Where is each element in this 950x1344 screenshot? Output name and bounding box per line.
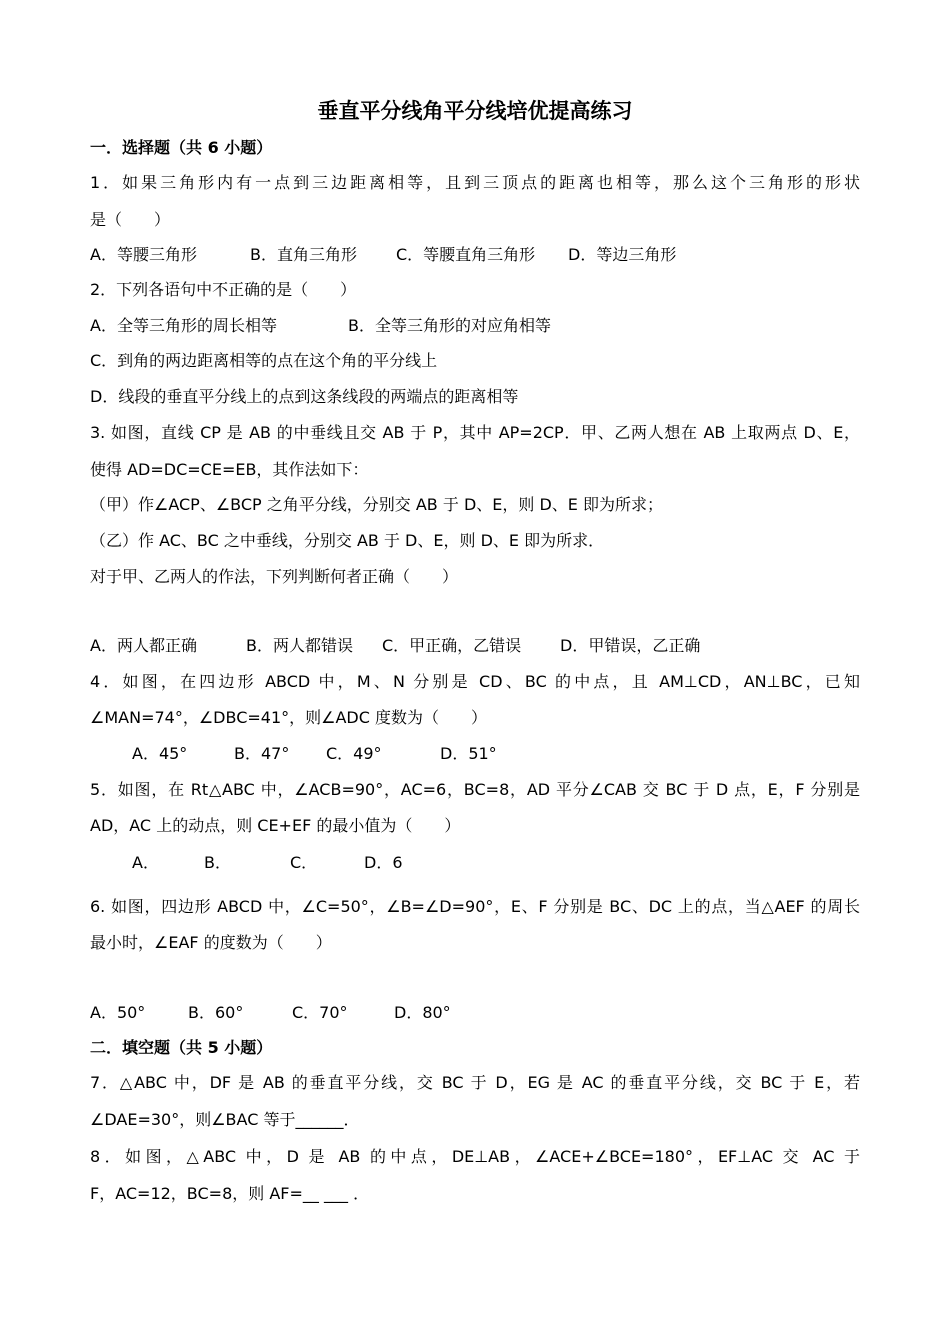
q3-option-b: B．两人都错误 [246,636,353,655]
q1-option-d: D．等边三角形 [568,245,677,264]
question-3-stem-line5: 对于甲、乙两人的作法，下列判断何者正确（ ） [90,567,459,586]
q3-option-c: C．甲正确，乙错误 [382,636,522,655]
q2-option-c: C．到角的两边距离相等的点在这个角的平分线上 [90,351,438,370]
question-6-stem-line1: 6. 如图，四边形 ABCD 中，∠C=50°，∠B=∠D=90°，E、F 分别是 BC、DC 上的点，当△AEF 的周长 [90,897,860,916]
question-2-options-ab [90,314,790,338]
q1-option-a: A．等腰三角形 [90,245,197,264]
q6-option-a: A．50° [90,1003,146,1022]
question-4-stem-line1: 4．如图，在四边形 ABCD 中，M、N 分别是 CD、BC 的中点，且 AM⊥CD，AN⊥BC，已知 [90,672,860,691]
question-8-stem-line2: F，AC=12，BC=8，则 AF=__ ___ ． [90,1184,370,1203]
q2-option-a: A．全等三角形的周长相等 [90,316,277,335]
q6-option-c: C．70° [292,1003,348,1022]
q4-option-b: B．47° [234,744,290,763]
q4-option-d: D．51° [440,744,497,763]
q3-option-d: D．甲错误，乙正确 [560,636,701,655]
question-5-stem-line2: AD，AC 上的动点，则 CE+EF 的最小值为（ ） [90,816,461,835]
q5-option-d: D．6 [364,853,403,872]
q5-option-b: B． [204,853,231,872]
question-4-options [132,742,632,766]
page-title: 垂直平分线角平分线培优提高练习 [317,99,633,123]
q1-option-c: C．等腰直角三角形 [396,245,536,264]
question-3-stem-line1: 3. 如图，直线 CP 是 AB 的中垂线且交 AB 于 P，其中 AP=2CP．甲、乙两人想在 AB 上取两点 D、E， [90,423,860,442]
question-3-stem-line4: （乙）作 AC、BC 之中垂线，分别交 AB 于 D、E，则 D、E 即为所求． [90,531,605,550]
question-6-stem-line2: 最小时，∠EAF 的度数为（ ） [90,933,332,952]
question-3-options [90,634,790,658]
question-8-stem-line1: 8．如图，△ABC 中，D 是 AB 的中点，DE⊥AB，∠ACE+∠BCE=180°，EF⊥AC 交 AC 于 [90,1147,860,1166]
q4-option-c: C．49° [326,744,382,763]
question-6-options [90,1001,590,1025]
question-5-stem-line1: 5．如图，在 Rt△ABC 中，∠ACB=90°，AC=6，BC=8，AD 平分∠CAB 交 BC 于 D 点，E，F 分别是 [90,780,860,799]
q4-option-a: A．45° [132,744,188,763]
q6-option-b: B．60° [188,1003,244,1022]
q5-option-c: C． [290,853,318,872]
q6-option-d: D．80° [394,1003,451,1022]
question-7-stem-line1: 7．△ABC 中，DF 是 AB 的垂直平分线，交 BC 于 D，EG 是 AC 的垂直平分线，交 BC 于 E，若 [90,1073,860,1092]
q2-option-b: B．全等三角形的对应角相等 [348,316,551,335]
question-1-options [90,243,790,267]
q3-option-a: A．两人都正确 [90,636,197,655]
q1-option-b: B．直角三角形 [250,245,357,264]
question-5-options [132,851,632,875]
question-3-stem-line3: （甲）作∠ACP、∠BCP 之角平分线，分别交 AB 于 D、E，则 D、E 即为所求； [90,495,663,514]
section-heading-choice: 一．选择题（共 6 小题） [90,138,273,157]
q2-option-d: D．线段的垂直平分线上的点到这条线段的两端点的距离相等 [90,387,519,406]
question-1-stem-line1: 1．如果三角形内有一点到三边距离相等，且到三顶点的距离也相等，那么这个三角形的形状 [90,173,860,192]
question-3-stem-line2: 使得 AD=DC=CE=EB，其作法如下： [90,460,369,479]
question-7-stem-line2: ∠DAE=30°，则∠BAC 等于______． [90,1110,360,1129]
question-1-stem-line2: 是（ ） [90,210,171,229]
question-2-stem: 2．下列各语句中不正确的是（ ） [90,280,357,299]
section-heading-fill-blank: 二．填空题（共 5 小题） [90,1038,273,1057]
question-4-stem-line2: ∠MAN=74°，∠DBC=41°，则∠ADC 度数为（ ） [90,708,487,727]
q5-option-a: A． [132,853,159,872]
